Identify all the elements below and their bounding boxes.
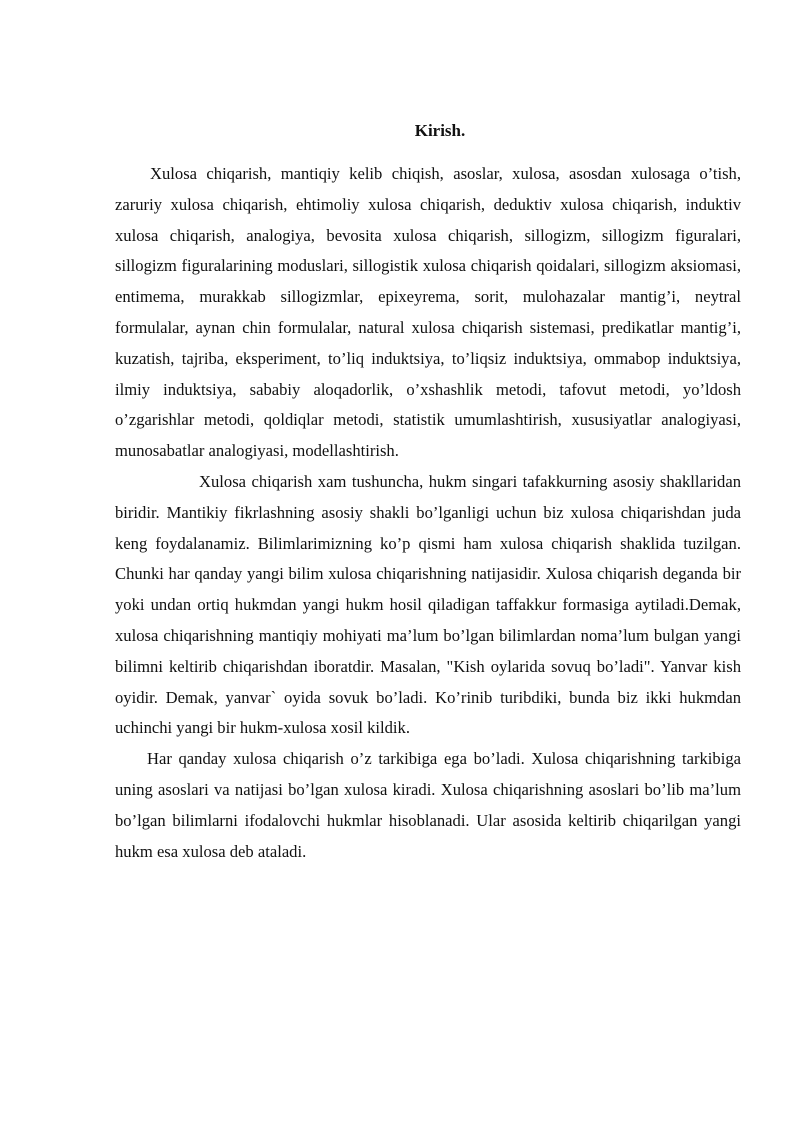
page-title: Kirish.: [414, 121, 466, 140]
paragraph-2: Xulosa chiqarish xam tushuncha, hukm singari tafakkurning asosiy shakllaridan biridir. Mantikiy fikrlashning asosiy shakli bo’lganligi uchun biz xulosa chiqarishdan juda keng foydalanamiz. Bilimlarimizning ko’p qismi ham xulosa chiqarish shaklida tuzilgan. Chunki har qanday yangi bilim xulosa chiqarishning natijasidir. Xulosa chiqarish deganda bir yoki undan ortiq hukmdan yangi hukm hosil qiladigan taffakkur formasiga aytiladi.Demak, xulosa chiqarishning mantiqiy mohiyati ma’lum bo’lgan bilimlardan noma’lum bulgan yangi bilimni keltirib chiqarishdan iboratdir. Masalan, "Kish oylarida sovuq bo’ladi". Yanvar kish oyidir. Demak, yanvar` oyida sovuk bo’ladi. Ko’rinib turibdiki, bunda biz ikki hukmdan uchinchi yangi bir hukm-xulosa xosil kildik.: [115, 471, 741, 738]
paragraph-3: Har qanday xulosa chiqarish o’z tarkibiga ega bo’ladi. Xulosa chiqarishning tarkibiga uning asoslari va natijasi bo’lgan xulosa kiradi. Xulosa chiqarishning asoslari bo’lib ma’lum bo’lgan bilimlarni ifodalovchi hukmlar hisoblanadi. Ular asosida keltirib chiqarilgan yangi hukm esa xulosa deb ataladi.: [115, 749, 741, 861]
document-body: [115, 159, 741, 867]
paragraph-1: Xulosa chiqarish, mantiqiy kelib chiqish, asoslar, xulosa, asosdan xulosaga o’tish, zaruriy xulosa chiqarish, ehtimoliy xulosa chiqarish, deduktiv xulosa chiqarish, induktiv xulosa chiqarish, analogiya, bevosita xulosa chiqarish, sillogizm, sillogizm figuralari, sillogizm figuralarining moduslari, sillogistik xulosa chiqarish qoidalari, sillogizm aksiomasi, entimema, murakkab sillogizmlar, epixeyrema, sorit, mulohazalar mantig’i, neytral formulalar, aynan chin formulalar, natural xulosa chiqarish sistemasi, predikatlar mantig’i, kuzatish, tajriba, eksperiment, to’liq induktsiya, to’liqsiz induktsiya, ommabop induktsiya, ilmiy induktsiya, sababiy aloqadorlik, o’xshashlik metodi, tafovut metodi, yo’ldosh o’zgarishlar metodi, qoldiqlar metodi, statistik umumlashtirish, xususiyatlar analogiyasi, munosabatlar analogiyasi, modellashtirish.: [115, 164, 741, 461]
